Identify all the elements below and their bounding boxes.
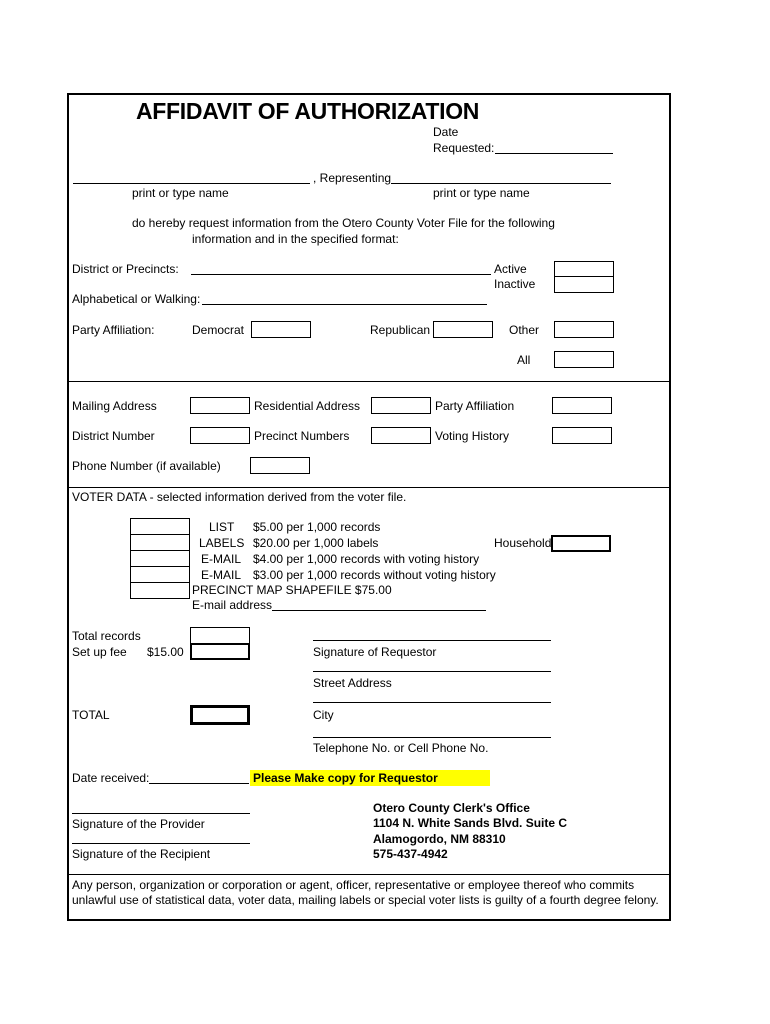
labels-checkbox[interactable]	[130, 534, 190, 551]
district-number-label: District Number	[72, 429, 155, 443]
republican-checkbox[interactable]	[433, 321, 493, 338]
option-desc: $3.00 per 1,000 records without voting history	[253, 568, 496, 582]
setup-fee-field[interactable]	[190, 643, 250, 660]
section-divider	[69, 874, 669, 875]
sig-provider-label: Signature of the Provider	[72, 817, 205, 831]
all-label: All	[517, 353, 531, 367]
requestor-signature-line[interactable]	[313, 640, 551, 641]
setup-fee-label: Set up fee	[72, 645, 127, 659]
street-address-label: Street Address	[313, 676, 392, 690]
print-name-hint-left: print or type name	[132, 186, 229, 200]
option-desc: $5.00 per 1,000 records	[253, 520, 381, 534]
email-history-checkbox[interactable]	[130, 550, 190, 567]
date-requested-label: Requested:	[433, 141, 495, 155]
name-field[interactable]	[73, 183, 310, 184]
section-divider	[69, 381, 669, 382]
copy-notice: Please Make copy for Requestor	[250, 770, 490, 786]
total-records-label: Total records	[72, 629, 141, 643]
representing-field[interactable]	[391, 183, 611, 184]
household-checkbox[interactable]	[551, 535, 611, 552]
total-label: TOTAL	[72, 708, 110, 722]
mailing-address-checkbox[interactable]	[190, 397, 250, 414]
precinct-numbers-checkbox[interactable]	[371, 427, 431, 444]
date-requested-field[interactable]	[495, 153, 613, 154]
democrat-checkbox[interactable]	[251, 321, 311, 338]
email-no-history-checkbox[interactable]	[130, 566, 190, 583]
list-checkbox[interactable]	[130, 518, 190, 535]
mailing-address-label: Mailing Address	[72, 399, 157, 413]
voting-history-label: Voting History	[435, 429, 510, 443]
shapefile-label: PRECINCT MAP SHAPEFILE $75.00	[192, 583, 392, 597]
party-affiliation-label: Party Affiliation	[435, 399, 515, 413]
option-name: LIST	[209, 520, 235, 534]
option-name: E-MAIL	[201, 552, 242, 566]
representing-label: , Representing	[313, 171, 392, 185]
setup-fee-value: $15.00	[147, 645, 184, 659]
request-text-line1: do hereby request information from the Otero County Voter File for the following	[132, 216, 555, 230]
affidavit-form	[67, 93, 671, 921]
other-checkbox[interactable]	[554, 321, 614, 338]
inactive-label: Inactive	[494, 277, 536, 291]
option-desc: $20.00 per 1,000 labels	[253, 536, 379, 550]
republican-label: Republican	[370, 323, 431, 337]
option-name: LABELS	[199, 536, 245, 550]
phone-number-checkbox[interactable]	[250, 457, 310, 474]
district-label: District or Precincts:	[72, 262, 179, 276]
city-line[interactable]	[313, 702, 551, 703]
residential-address-checkbox[interactable]	[371, 397, 431, 414]
telephone-label: Telephone No. or Cell Phone No.	[313, 741, 489, 755]
print-name-hint-right: print or type name	[433, 186, 530, 200]
all-checkbox[interactable]	[554, 351, 614, 368]
section-divider	[69, 487, 669, 488]
shapefile-checkbox[interactable]	[130, 582, 190, 599]
office-phone: 575-437-4942	[373, 847, 448, 861]
sig-requestor-label: Signature of Requestor	[313, 645, 437, 659]
street-address-line[interactable]	[313, 671, 551, 672]
party-affiliation-checkbox[interactable]	[552, 397, 612, 414]
office-street: 1104 N. White Sands Blvd. Suite C	[373, 816, 568, 830]
democrat-label: Democrat	[192, 323, 245, 337]
district-field[interactable]	[191, 274, 491, 275]
form-title: AFFIDAVIT OF AUTHORIZATION	[136, 98, 480, 124]
option-name: E-MAIL	[201, 568, 242, 582]
precinct-numbers-label: Precinct Numbers	[254, 429, 350, 443]
city-label: City	[313, 708, 334, 722]
date-received-label: Date received:	[72, 771, 150, 785]
voting-history-checkbox[interactable]	[552, 427, 612, 444]
recipient-signature-line[interactable]	[72, 843, 250, 844]
office-city: Alamogordo, NM 88310	[373, 832, 506, 846]
household-label: Household	[494, 536, 552, 550]
office-name: Otero County Clerk's Office	[373, 801, 530, 815]
option-desc: $4.00 per 1,000 records with voting history	[253, 552, 480, 566]
inactive-checkbox[interactable]	[554, 276, 614, 293]
email-address-field[interactable]	[272, 610, 486, 611]
active-label: Active	[494, 262, 527, 276]
other-label: Other	[509, 323, 540, 337]
phone-number-label: Phone Number (if available)	[72, 459, 221, 473]
voter-data-label: VOTER DATA - selected information derived from the voter file.	[72, 490, 407, 504]
party-label: Party Affiliation:	[72, 323, 155, 337]
date-received-field[interactable]	[149, 783, 249, 784]
provider-signature-line[interactable]	[72, 813, 250, 814]
sig-recipient-label: Signature of the Recipient	[72, 847, 211, 861]
total-records-field[interactable]	[190, 627, 250, 644]
alpha-field[interactable]	[202, 304, 487, 305]
request-text-line2: information and in the specified format:	[192, 232, 399, 246]
total-field[interactable]	[190, 705, 250, 725]
telephone-line[interactable]	[313, 737, 551, 738]
district-number-checkbox[interactable]	[190, 427, 250, 444]
date-label: Date	[433, 125, 459, 139]
alpha-label: Alphabetical or Walking:	[72, 292, 201, 306]
legal-warning: Any person, organization or corporation or agent, officer, representative or employee thereof who commits unlawful use of statistical data, voter data, mailing labels or special voter lists is guilty of a fourth degree felony.	[72, 878, 659, 907]
residential-address-label: Residential Address	[254, 399, 361, 413]
email-address-label: E-mail address	[192, 598, 273, 612]
